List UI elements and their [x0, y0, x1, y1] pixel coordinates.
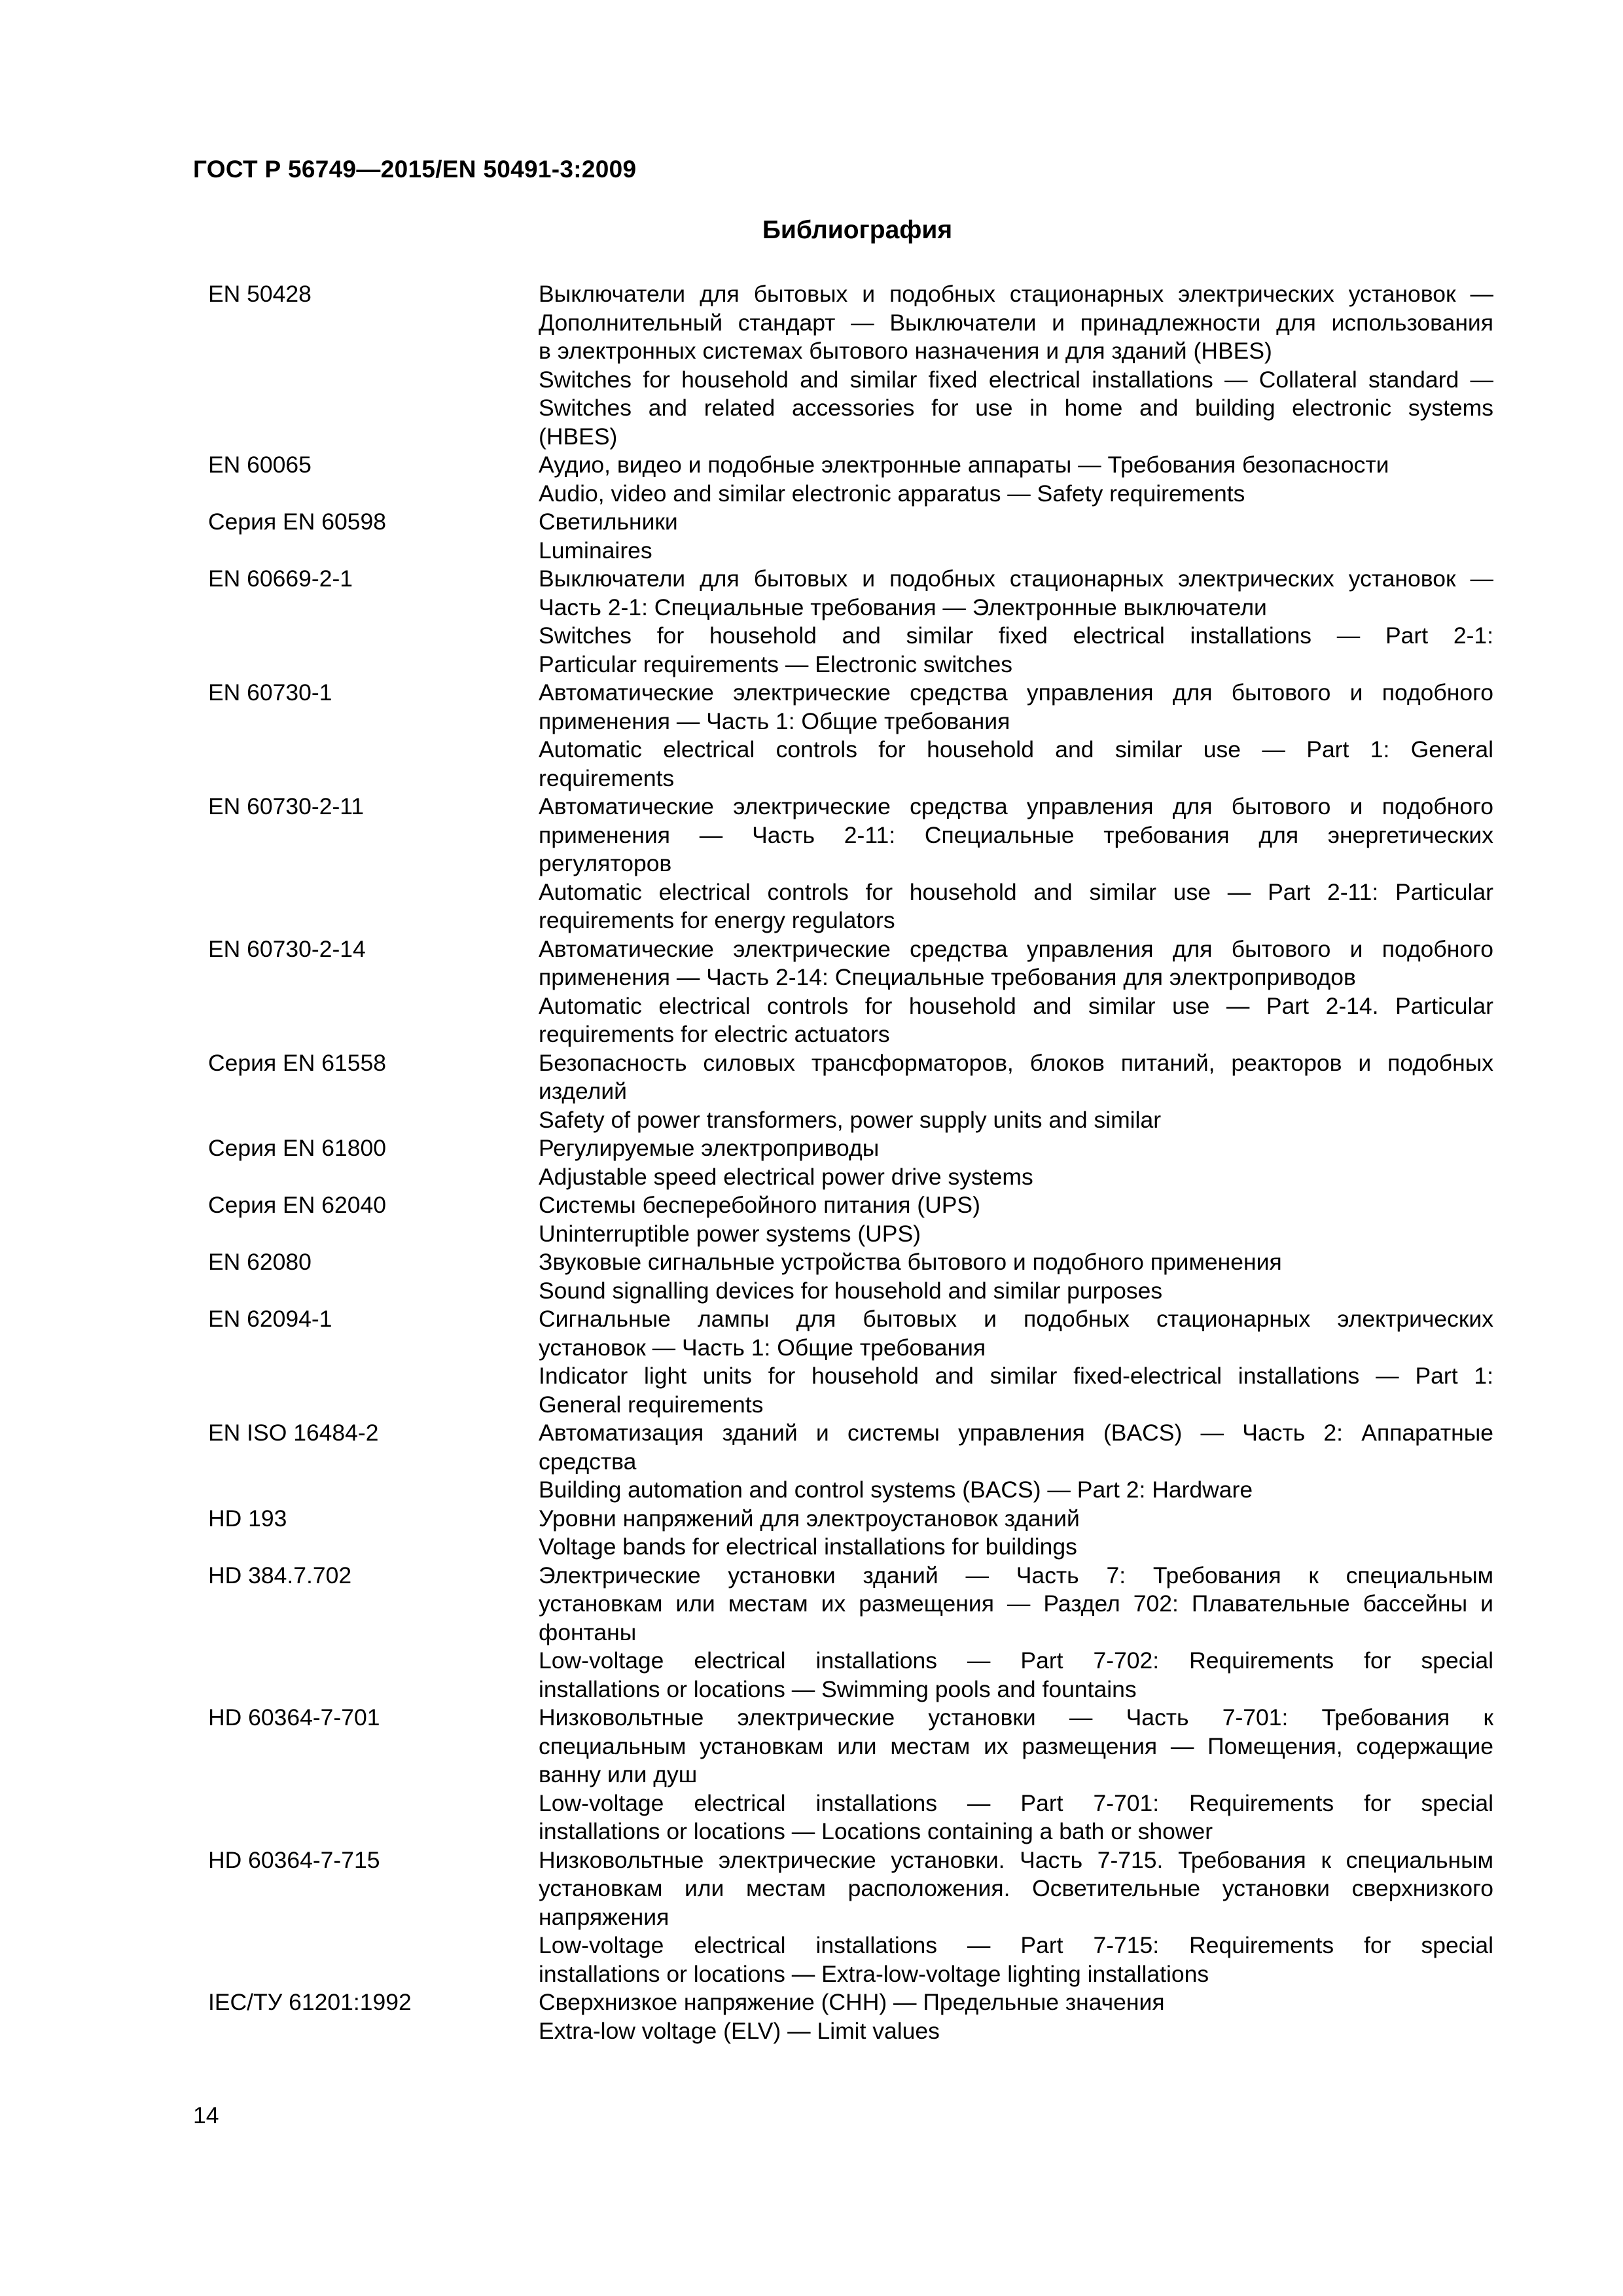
entry-line: средства: [539, 1448, 637, 1475]
entry-description: [539, 1562, 1493, 1704]
bibliography-entry: [208, 1134, 1493, 1191]
entry-description: [539, 935, 1493, 1049]
entry-line: регуляторов: [539, 850, 672, 876]
entry-line: Automatic electrical controls for household and similar use — Part 2-11: Particular: [539, 878, 1493, 905]
entry-line: фонтаны: [539, 1619, 637, 1645]
entry-line: Safety of power transformers, power supply units and similar: [539, 1106, 1162, 1133]
bibliography-entry: [208, 565, 1493, 679]
bibliography-entry: [208, 793, 1493, 935]
bibliography-entry: [208, 1191, 1493, 1248]
entry-line: Звуковые сигнальные устройства бытового и подобного применения: [539, 1249, 1282, 1275]
entry-description: [539, 1191, 1493, 1248]
entry-line: Automatic electrical controls for household and similar use — Part 1: General: [539, 736, 1493, 762]
entry-line: Безопасность силовых трансформаторов, блоков питаний, реакторов и подобных: [539, 1049, 1493, 1076]
bibliography-entry: [208, 280, 1493, 451]
entry-line: Indicator light units for household and similar fixed-electrical installations — Part 1:: [539, 1363, 1493, 1389]
entry-description: [539, 793, 1493, 935]
entry-line: Уровни напряжений для электроустановок зданий: [539, 1505, 1080, 1532]
entry-description: [539, 451, 1493, 508]
entry-line: Сверхнизкое напряжение (СНН) — Предельные значения: [539, 1989, 1165, 2015]
entry-code: Серия EN 60598: [208, 509, 386, 535]
entry-line: Uninterruptible power systems (UPS): [539, 1220, 921, 1247]
entry-line: Switches and related accessories for use in home and building electronic systems: [539, 395, 1493, 421]
entry-code: EN 62094-1: [208, 1306, 332, 1332]
entry-line: Регулируемые электроприводы: [539, 1135, 880, 1161]
entry-code: HD 384.7.702: [208, 1562, 352, 1588]
entry-line: применения — Часть 1: Общие требования: [539, 708, 1010, 734]
entry-line: installations or locations — Swimming pools and fountains: [539, 1676, 1137, 1702]
entry-line: установок — Часть 1: Общие требования: [539, 1334, 986, 1361]
entry-line: Часть 2-1: Специальные требования — Электронные выключатели: [539, 594, 1267, 620]
entry-description: [539, 1704, 1493, 1846]
entry-line: Low-voltage electrical installations — Part 7-715: Requirements for special: [539, 1932, 1493, 1958]
entry-code: EN ISO 16484-2: [208, 1420, 379, 1446]
bibliography-entry: [208, 679, 1493, 793]
entry-line: Audio, video and similar electronic apparatus — Safety requirements: [539, 480, 1245, 507]
document-code: ГОСТ Р 56749—2015/EN 50491-3:2009: [193, 156, 637, 183]
entry-line: requirements for electric actuators: [539, 1021, 890, 1047]
bibliography-entry: [208, 1505, 1493, 1562]
entry-line: установкам или местам их размещения — Раздел 702: Плавательные бассейны и: [539, 1590, 1493, 1617]
page-number: 14: [193, 2102, 219, 2128]
entry-line: Автоматизация зданий и системы управления (BACS) — Часть 2: Аппаратные: [539, 1420, 1493, 1446]
bibliography-entry: [208, 1846, 1493, 1989]
entry-line: installations or locations — Locations containing a bath or shower: [539, 1818, 1213, 1844]
entry-line: (HBES): [539, 423, 618, 450]
entry-line: Аудио, видео и подобные электронные аппараты — Требования безопасности: [539, 452, 1389, 478]
entry-line: Luminaires: [539, 537, 652, 564]
entry-code: EN 62080: [208, 1249, 312, 1275]
entry-description: [539, 1049, 1493, 1135]
entry-description: [539, 1305, 1493, 1419]
entry-line: напряжения: [539, 1903, 669, 1930]
bibliography-list: [208, 280, 1493, 2045]
entry-line: Building automation and control systems (BACS) — Part 2: Hardware: [539, 1477, 1253, 1503]
entry-line: Switches for household and similar fixed electrical installations — Collateral standard —: [539, 366, 1493, 393]
entry-line: в электронных системах бытового назначения и для зданий (HBES): [539, 338, 1272, 364]
entry-code: HD 193: [208, 1505, 287, 1532]
entry-line: Automatic electrical controls for household and similar use — Part 2-14. Particular: [539, 992, 1493, 1019]
entry-code: EN 60669-2-1: [208, 565, 353, 592]
entry-line: Выключатели для бытовых и подобных стационарных электрических установок —: [539, 565, 1493, 592]
entry-line: requirements for energy regulators: [539, 907, 895, 933]
entry-line: Switches for household and similar fixed electrical installations — Part 2-1:: [539, 622, 1493, 649]
bibliography-entry: [208, 935, 1493, 1049]
entry-line: Электрические установки зданий — Часть 7: Требования к специальным: [539, 1562, 1493, 1588]
entry-line: специальным установкам или местам их размещения — Помещения, содержащие: [539, 1732, 1493, 1759]
entry-code: EN 60730-2-11: [208, 793, 365, 819]
entry-line: Low-voltage electrical installations — Part 7-702: Requirements for special: [539, 1647, 1493, 1674]
entry-line: применения — Часть 2-14: Специальные требования для электроприводов: [539, 964, 1356, 990]
entry-line: Дополнительный стандарт — Выключатели и принадлежности для использования: [539, 309, 1493, 336]
entry-line: Светильники: [539, 509, 678, 535]
bibliography-entry: [208, 1562, 1493, 1704]
entry-description: [539, 1248, 1493, 1305]
bibliography-entry: [208, 451, 1493, 508]
entry-line: Автоматические электрические средства управления для бытового и подобного: [539, 793, 1493, 819]
entry-line: изделий: [539, 1078, 627, 1104]
entry-code: Серия EN 61800: [208, 1135, 386, 1161]
entry-line: Sound signalling devices for household and similar purposes: [539, 1277, 1163, 1304]
entry-line: Низковольтные электрические установки. Часть 7-715. Требования к специальным: [539, 1846, 1493, 1873]
entry-line: Выключатели для бытовых и подобных стационарных электрических установок —: [539, 281, 1493, 307]
entry-line: Particular requirements — Electronic switches: [539, 651, 1013, 677]
entry-line: Системы бесперебойного питания (UPS): [539, 1192, 980, 1218]
bibliography-entry: [208, 508, 1493, 565]
entry-description: [539, 1419, 1493, 1505]
entry-line: Low-voltage electrical installations — Part 7-701: Requirements for special: [539, 1789, 1493, 1816]
entry-code: EN 60730-1: [208, 679, 332, 706]
entry-description: [539, 508, 1493, 565]
entry-code: HD 60364-7-701: [208, 1704, 380, 1731]
bibliography-entry: [208, 1305, 1493, 1419]
bibliography-entry: [208, 1419, 1493, 1505]
bibliography-entry: [208, 1049, 1493, 1135]
page-title: Библиография: [762, 216, 953, 244]
entry-code: HD 60364-7-715: [208, 1846, 380, 1873]
entry-description: [539, 679, 1493, 793]
entry-line: ванну или душ: [539, 1761, 698, 1787]
entry-line: Adjustable speed electrical power drive systems: [539, 1163, 1033, 1190]
entry-line: General requirements: [539, 1391, 764, 1418]
entry-line: применения — Часть 2-11: Специальные требования для энергетических: [539, 821, 1493, 848]
entry-description: [539, 1988, 1493, 2045]
entry-line: Сигнальные лампы для бытовых и подобных стационарных электрических: [539, 1306, 1493, 1332]
entry-description: [539, 1134, 1493, 1191]
entry-code: EN 50428: [208, 281, 312, 307]
bibliography-entry: [208, 1248, 1493, 1305]
entry-line: Автоматические электрические средства управления для бытового и подобного: [539, 679, 1493, 706]
entry-description: [539, 280, 1493, 451]
entry-line: installations or locations — Extra-low-voltage lighting installations: [539, 1960, 1209, 1987]
entry-line: requirements: [539, 764, 675, 791]
entry-description: [539, 1505, 1493, 1562]
entry-line: Voltage bands for electrical installations for buildings: [539, 1534, 1077, 1560]
entry-line: Автоматические электрические средства управления для бытового и подобного: [539, 935, 1493, 962]
entry-code: EN 60065: [208, 452, 312, 478]
entry-description: [539, 1846, 1493, 1989]
entry-code: Серия EN 61558: [208, 1049, 386, 1076]
entry-description: [539, 565, 1493, 679]
bibliography-entry: [208, 1704, 1493, 1846]
entry-line: Низковольтные электрические установки — Часть 7-701: Требования к: [539, 1704, 1493, 1731]
bibliography-entry: [208, 1988, 1493, 2045]
entry-code: EN 60730-2-14: [208, 935, 366, 962]
entry-line: установкам или местам расположения. Осветительные установки сверхнизкого: [539, 1875, 1493, 1901]
entry-code: IEC/ТУ 61201:1992: [208, 1989, 412, 2015]
entry-code: Серия EN 62040: [208, 1192, 386, 1218]
entry-line: Extra-low voltage (ELV) — Limit values: [539, 2017, 940, 2044]
